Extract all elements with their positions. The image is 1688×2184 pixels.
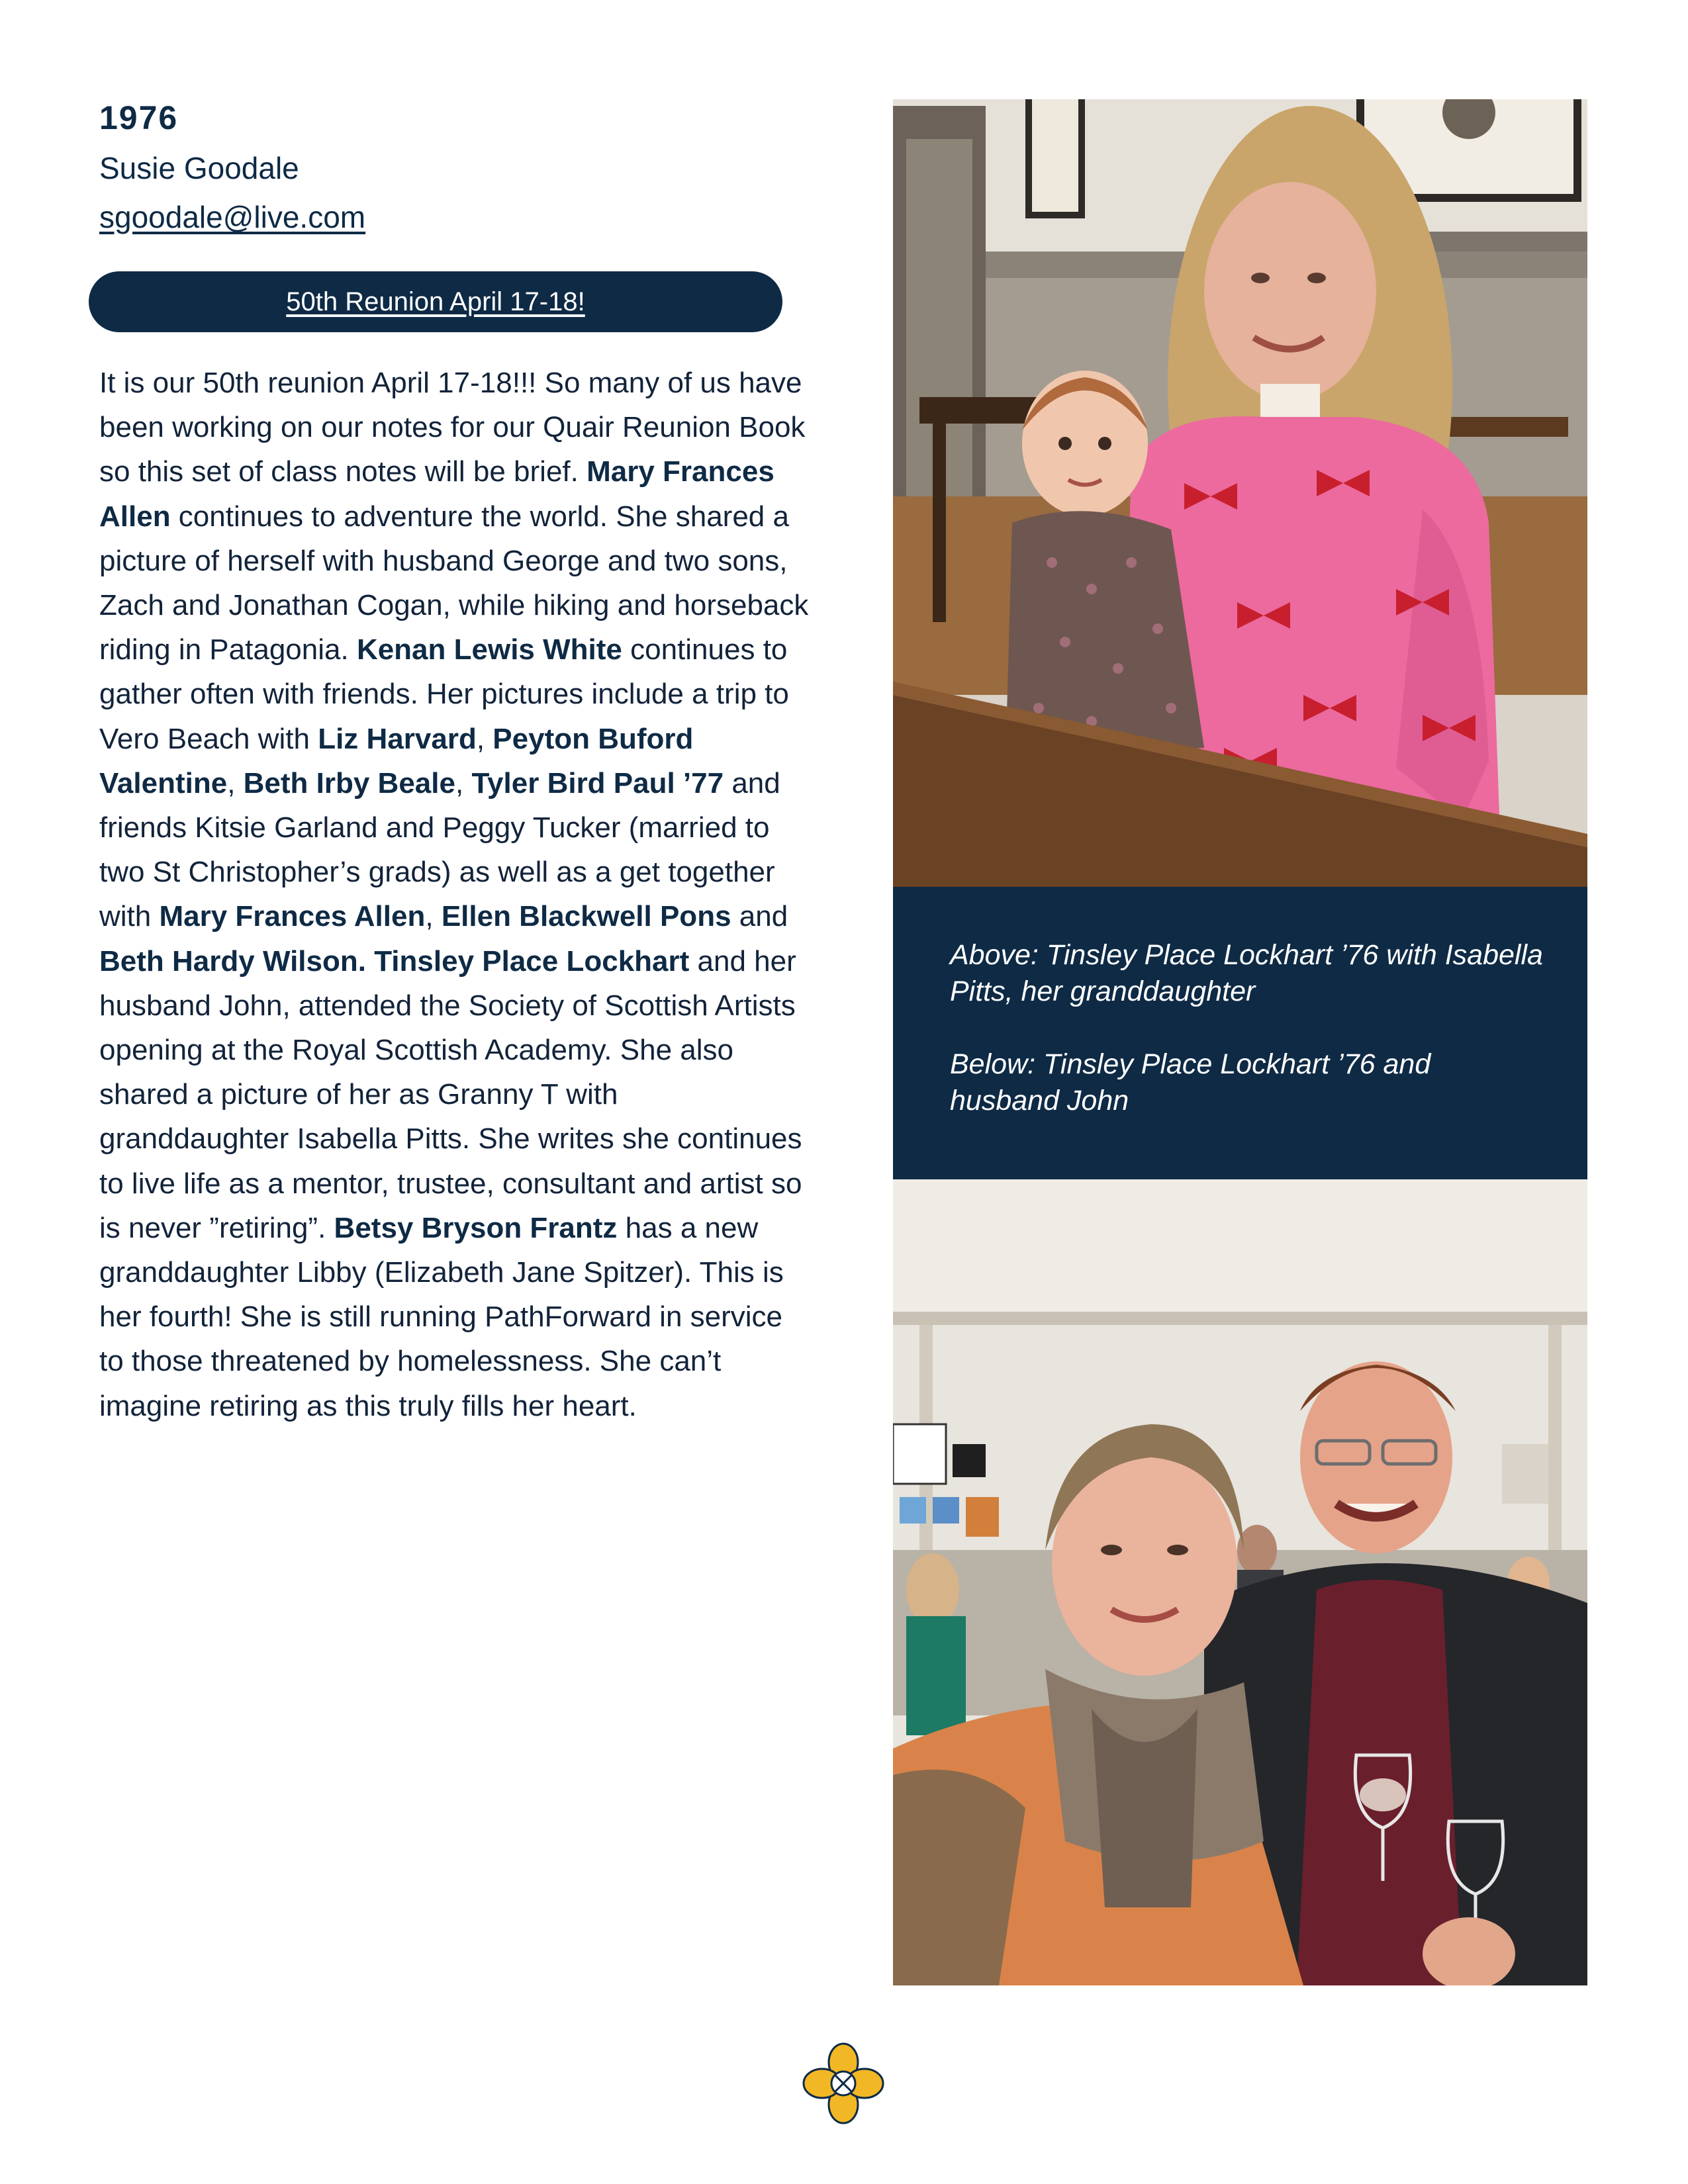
- class-notes-body: [99, 361, 814, 1428]
- caption-above: Above: Tinsley Place Lockhart ’76 with Isabella Pitts, her granddaughter: [950, 939, 1543, 1007]
- caption-below: Below: Tinsley Place Lockhart ’76 and husband John: [950, 1048, 1431, 1116]
- quatrefoil-logo-icon: [802, 2042, 884, 2124]
- classmate-name: Liz Harvard: [318, 722, 477, 755]
- reunion-banner-label: 50th Reunion April 17-18!: [286, 287, 585, 316]
- text-run: and: [731, 900, 788, 933]
- text-run: [366, 945, 374, 978]
- text-run: continues to gather often with friends. Her pictures include a trip to Vero Beach with: [99, 633, 789, 755]
- text-run: ,: [227, 766, 244, 799]
- class-notes-paragraph: [99, 361, 814, 1428]
- text-run: It is our 50th reunion April 17-18!!! So many of us have been working on our notes for our Quair Reunion Book so this set of class notes will be brief.: [99, 367, 806, 488]
- text-run: has a new granddaughter Libby (Elizabeth Jane Spitzer). This is her fourth! She is still running PathForward in service to those threatened by homelessness. She can’t imagine retiring as this truly fills her heart.: [99, 1211, 784, 1422]
- text-run: ,: [455, 766, 472, 799]
- photo-grandmother-and-granddaughter: [893, 99, 1587, 887]
- photo-illustration: [893, 99, 1587, 887]
- classmate-name: Tyler Bird Paul ’77: [471, 766, 724, 799]
- correspondent-email-link[interactable]: sgoodale@live.com: [99, 200, 366, 234]
- classmate-name: Beth Irby Beale: [243, 766, 455, 799]
- classmate-name: Mary Frances Allen: [159, 900, 426, 933]
- classmate-name: Kenan Lewis White: [356, 633, 622, 666]
- text-run: ,: [476, 722, 493, 755]
- text-run: and her husband John, attended the Society of Scottish Artists opening at the Royal Scottish Academy. She also shared a picture of her as Granny T with granddaughter Isabella Pitts. She writes she continues to live life as a mentor, trustee, consultant and artist so is never ”retiring”.: [99, 944, 802, 1244]
- classmate-name: Betsy Bryson Frantz: [334, 1211, 618, 1244]
- text-run: ,: [425, 900, 442, 933]
- reunion-banner[interactable]: [89, 271, 782, 332]
- classmate-name: Tinsley Place Lockhart: [374, 944, 690, 978]
- photo-captions: [893, 887, 1587, 1179]
- classmate-name: Beth Hardy Wilson.: [99, 944, 366, 978]
- text-run: and friends Kitsie Garland and Peggy Tucker (married to two St Christopher’s grads) as well as a get together with: [99, 766, 780, 933]
- text-run: continues to adventure the world. She shared a picture of herself with husband George and two sons, Zach and Jonathan Cogan, while hiking and horseback riding in Patagonia.: [99, 500, 809, 666]
- photo-couple-at-gallery: [893, 1179, 1587, 1985]
- class-correspondent: Susie Goodale: [99, 151, 299, 185]
- class-year: 1976: [99, 99, 179, 136]
- classmate-name: Ellen Blackwell Pons: [441, 900, 731, 933]
- classmate-name: Peyton Buford Valentine: [99, 722, 694, 799]
- photo-illustration: [893, 1179, 1587, 1985]
- classmate-name: Mary Frances Allen: [99, 455, 774, 533]
